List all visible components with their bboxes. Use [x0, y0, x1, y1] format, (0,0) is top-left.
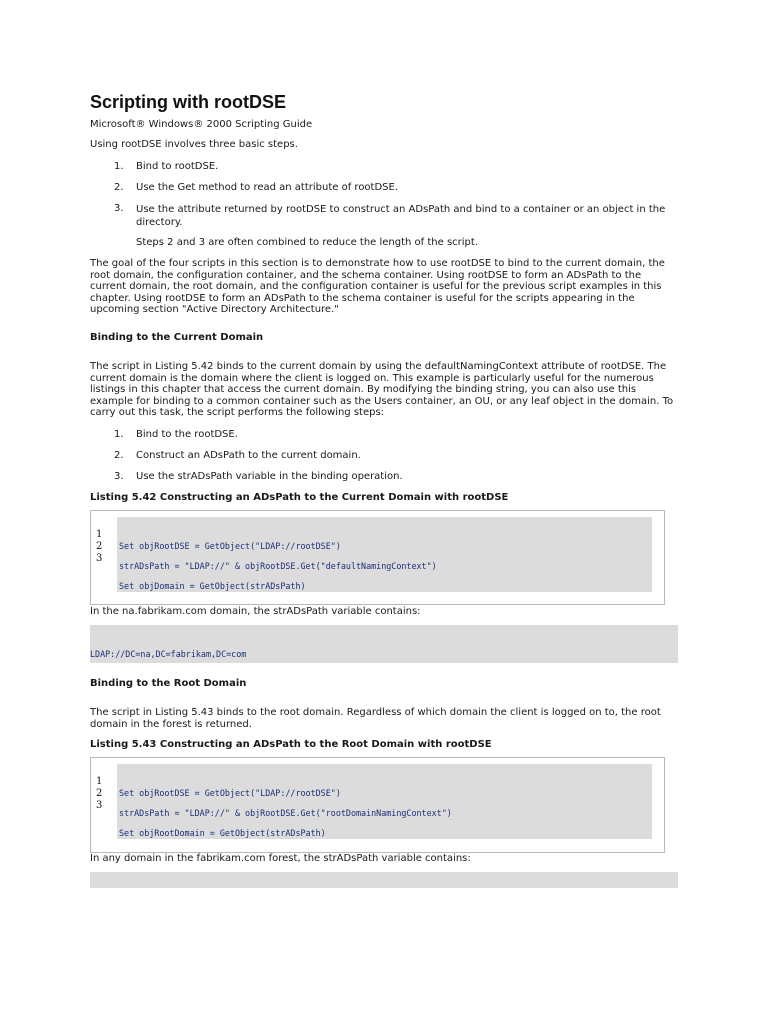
code-block: [117, 517, 652, 592]
listing-title-5-43: Listing 5.43 Constructing an ADsPath to the Root Domain with rootDSE: [90, 739, 492, 750]
section-heading-root-domain: Binding to the Root Domain: [90, 678, 247, 689]
code-listing-5-43: [90, 757, 665, 853]
list-number: 1.: [114, 429, 124, 440]
steps-note-text: Steps 2 and 3 are often combined to reduce the length of the script.: [136, 237, 479, 248]
code-line: Set objRootDomain = GetObject(strADsPath): [119, 828, 326, 838]
line-number: 1: [96, 529, 103, 540]
line-number: 2: [96, 788, 103, 799]
output-text: LDAP://DC=na,DC=fabrikam,DC=com: [90, 649, 247, 659]
list-number: 3.: [114, 203, 124, 214]
line-numbers: [96, 776, 102, 812]
after-listing-5-42: In the na.fabrikam.com domain, the strADsPath variable contains:: [90, 606, 421, 617]
line-number: 2: [96, 541, 103, 552]
code-line: Set objDomain = GetObject(strADsPath): [119, 581, 306, 591]
document-subtitle: Microsoft® Windows® 2000 Scripting Guide: [90, 119, 313, 130]
list-number: 3.: [114, 471, 124, 482]
line-number: 3: [96, 553, 103, 564]
line-number: 3: [96, 800, 103, 811]
section-heading-current-domain: Binding to the Current Domain: [90, 332, 264, 343]
list-text: Bind to the rootDSE.: [136, 429, 238, 440]
code-line: Set objRootDSE = GetObject("LDAP://rootDSE"): [119, 541, 341, 551]
root-domain-paragraph: The script in Listing 5.43 binds to the root domain. Regardless of which domain the client is logged on to, the root domain in the forest is returned.: [90, 707, 661, 730]
code-line: Set objRootDSE = GetObject("LDAP://rootDSE"): [119, 788, 341, 798]
code-block: [117, 764, 652, 839]
intro-text: Using rootDSE involves three basic steps.: [90, 139, 298, 150]
page-title: Scripting with rootDSE: [90, 92, 286, 112]
line-number: 1: [96, 776, 103, 787]
code-line: strADsPath = "LDAP://" & objRootDSE.Get("defaultNamingContext"): [119, 561, 437, 571]
output-block: [90, 625, 678, 663]
list-text: Construct an ADsPath to the current domain.: [136, 450, 361, 461]
listing-title-5-42: Listing 5.42 Constructing an ADsPath to the Current Domain with rootDSE: [90, 492, 509, 503]
list-text: Bind to rootDSE.: [136, 161, 219, 172]
list-text: Use the Get method to read an attribute of rootDSE.: [136, 182, 399, 193]
list-number: 2.: [114, 450, 124, 461]
code-line: strADsPath = "LDAP://" & objRootDSE.Get("rootDomainNamingContext"): [119, 808, 452, 818]
list-number: 1.: [114, 161, 124, 172]
list-text: Use the attribute returned by rootDSE to construct an ADsPath and bind to a container or an object in the directory.: [136, 204, 666, 228]
after-listing-5-43: In any domain in the fabrikam.com forest, the strADsPath variable contains:: [90, 853, 471, 864]
current-domain-paragraph: The script in Listing 5.42 binds to the current domain by using the defaultNamingContext attribute of rootDSE. The current domain is the domain where the client is logged on. This example is particularly useful for the numerous listings in this chapter that access the current domain. By modifying the binding string, you can also use this example for binding to a common container such as the Users container, an OU, or any leaf object in the domain. To carry out this task, the script performs the following steps:: [90, 361, 674, 418]
list-number: 2.: [114, 182, 124, 193]
code-listing-5-42: [90, 510, 665, 605]
list-text: Use the strADsPath variable in the binding operation.: [136, 471, 403, 482]
output-block: [90, 872, 678, 888]
goal-paragraph: The goal of the four scripts in this section is to demonstrate how to use rootDSE to bind to the current domain, the root domain, the configuration container, and the schema container. Using rootDSE to form an ADsPath to the current domain, the root domain, and the configuration container is useful for the previous script examples in this chapter. Using rootDSE to form an ADsPath to the schema container is useful for the scripts appearing in the upcoming section "Active Directory Architecture.": [90, 258, 665, 315]
line-numbers: [96, 529, 102, 565]
